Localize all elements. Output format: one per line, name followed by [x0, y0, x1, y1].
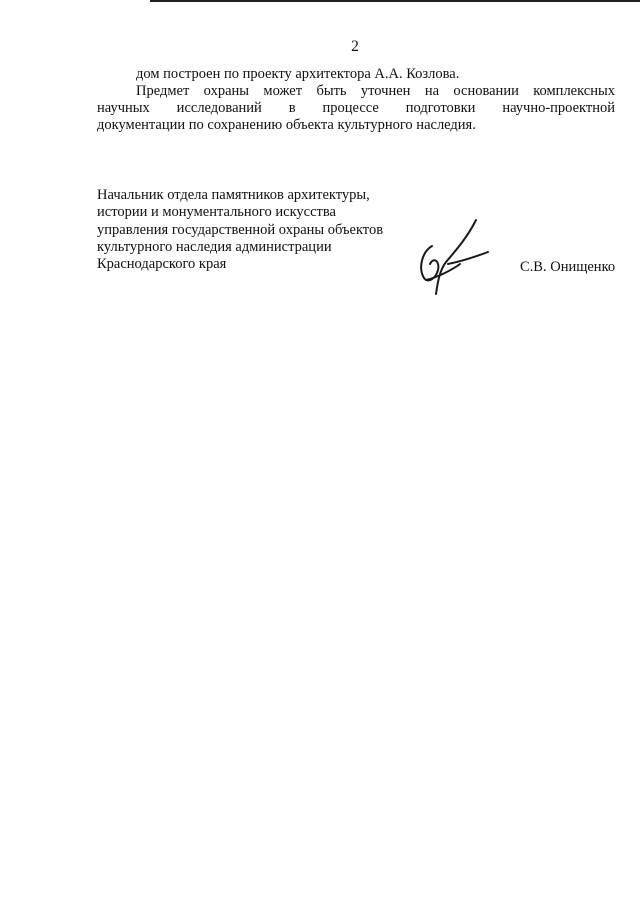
signatory-title-line: Начальник отдела памятников архитектуры,	[97, 187, 370, 203]
paragraph-protection-subject	[97, 83, 615, 134]
signatory-title-block	[97, 187, 383, 273]
page-number: 2	[351, 38, 359, 55]
paragraph-line: Предмет охраны может быть уточнен на основании комплексных	[136, 83, 615, 99]
signatory-title-line: управления государственной охраны объектов	[97, 221, 384, 238]
top-scan-rule	[150, 0, 640, 2]
paragraph-line: научных исследований в процессе подготовки научно-проектной	[97, 100, 615, 116]
paragraph-line: документации по сохранению объекта культурного наследия.	[97, 117, 476, 133]
signatory-title-line: культурного наследия администрации	[97, 238, 332, 255]
handwritten-signature	[412, 218, 492, 296]
signatory-title-line: истории и монументального искусства	[97, 204, 336, 221]
signatory-title-line: Краснодарского края	[97, 256, 227, 273]
signer-name: С.В. Онищенко	[520, 259, 616, 275]
paragraph-architect: дом построен по проекту архитектора А.А. Козлова.	[136, 66, 460, 82]
